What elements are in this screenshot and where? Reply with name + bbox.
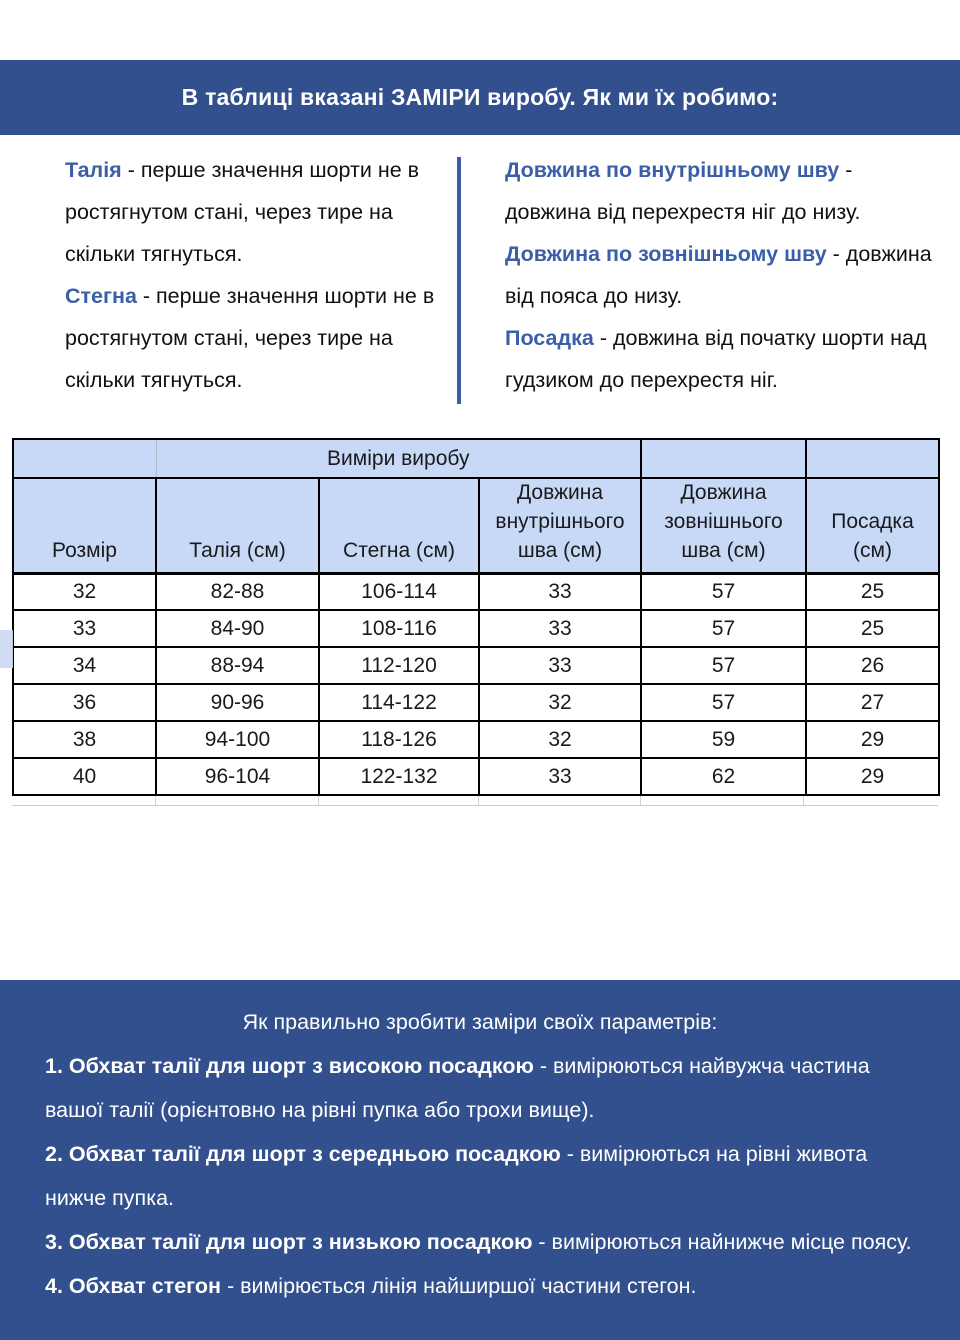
merged-empty-cell	[13, 439, 156, 478]
table-row	[13, 758, 939, 795]
instruction-item	[45, 1220, 917, 1264]
table-cell: 82-88	[156, 573, 319, 610]
definition	[505, 317, 935, 401]
instruction-term: 3. Обхват талії для шорт з низькою посадкою	[45, 1230, 533, 1254]
definitions-section	[0, 135, 960, 438]
table-cell: 88-94	[156, 647, 319, 684]
banner-title: В таблиці вказані ЗАМІРИ виробу. Як ми їх робимо:	[181, 84, 779, 110]
table-cell: 106-114	[319, 573, 479, 610]
column-header: Довжина зовнішнього шва (см)	[641, 478, 806, 573]
definition-text: - довжина від перехрестя ніг до низу.	[505, 158, 861, 224]
column-header: Стегна (см)	[319, 478, 479, 573]
table-cell: 59	[641, 721, 806, 758]
definition-term: Довжина по внутрішньому шву	[505, 158, 840, 182]
table-cell: 57	[641, 610, 806, 647]
table-merged-header-row	[13, 439, 939, 478]
table-cell: 33	[479, 610, 641, 647]
merged-empty-cell	[806, 439, 939, 478]
table-cell: 33	[479, 647, 641, 684]
table-row	[13, 721, 939, 758]
column-header: Розмір	[13, 478, 156, 573]
column-header: Посадка (см)	[806, 478, 939, 573]
definition	[505, 149, 935, 233]
table-cell: 38	[13, 721, 156, 758]
table-cell: 122-132	[319, 758, 479, 795]
definitions-left	[65, 149, 443, 438]
table-cell: 27	[806, 684, 939, 721]
table-row	[13, 647, 939, 684]
table-cell: 108-116	[319, 610, 479, 647]
instruction-item	[45, 1132, 917, 1220]
table-cell: 40	[13, 758, 156, 795]
definition-text: - перше значення шорти не в ростягнутом стані, через тире на скільки тягнуться.	[65, 158, 420, 266]
column-header: Довжина внутрішнього шва (см)	[479, 478, 641, 573]
definition-term: Стегна	[65, 284, 137, 308]
table-cell: 57	[641, 647, 806, 684]
table-cell: 33	[479, 573, 641, 610]
instruction-text: - вимірюються найвужча частина вашої талії (орієнтовно на рівні пупка або трохи вище).	[45, 1054, 870, 1122]
definition-term: Довжина по зовнішньому шву	[505, 242, 827, 266]
definition-text: - довжина від пояса до низу.	[505, 242, 932, 308]
definition-term: Талія	[65, 158, 122, 182]
table-cell: 118-126	[319, 721, 479, 758]
instruction-text: - вимірюються на рівні живота нижче пупка.	[45, 1142, 868, 1210]
definition-text: - довжина від початку шорти над гудзиком до перехрестя ніг.	[505, 326, 927, 392]
size-table	[12, 438, 940, 796]
instruction-text: - вимірюються найнижче місце поясу.	[532, 1230, 912, 1254]
table-cell: 32	[479, 721, 641, 758]
table-cell: 32	[479, 684, 641, 721]
table-row	[13, 573, 939, 610]
table-cell: 33	[13, 610, 156, 647]
instructions-list	[45, 1044, 915, 1308]
table-cell: 96-104	[156, 758, 319, 795]
table-cell: 25	[806, 610, 939, 647]
instruction-text: - вимірюється лінія найширшої частини стегон.	[220, 1274, 697, 1298]
left-margin-strip	[0, 630, 13, 668]
instruction-item	[45, 1264, 917, 1308]
table-row	[13, 684, 939, 721]
table-cell: 25	[806, 573, 939, 610]
table-cell: 36	[13, 684, 156, 721]
table-cell: 33	[479, 758, 641, 795]
table-cell: 57	[641, 684, 806, 721]
instructions-heading: Як правильно зробити заміри своїх параметрів:	[242, 1010, 718, 1034]
size-table-section	[0, 438, 960, 806]
table-cell: 29	[806, 758, 939, 795]
definition-text: - перше значення шорти не в ростягнутом стані, через тире на скільки тягнуться.	[65, 284, 435, 392]
table-body	[13, 573, 939, 795]
table-cell: 32	[13, 573, 156, 610]
table-cell: 29	[806, 721, 939, 758]
vertical-divider	[457, 157, 461, 404]
table-cell: 90-96	[156, 684, 319, 721]
definition	[65, 149, 443, 275]
instruction-term: 4. Обхват стегон	[45, 1274, 221, 1298]
merged-empty-cell	[641, 439, 806, 478]
table-cell: 84-90	[156, 610, 319, 647]
merged-header-cell: Виміри виробу	[156, 439, 641, 478]
definition-term: Посадка	[505, 326, 594, 350]
banner	[0, 60, 960, 135]
table-cell: 57	[641, 573, 806, 610]
instruction-term: 1. Обхват талії для шорт з високою посадкою	[45, 1054, 534, 1078]
table-row	[13, 610, 939, 647]
table-cell: 112-120	[319, 647, 479, 684]
table-cell: 62	[641, 758, 806, 795]
table-cell: 114-122	[319, 684, 479, 721]
definitions-right	[505, 149, 935, 438]
definition	[65, 275, 443, 401]
gridline-remnant	[12, 796, 938, 806]
table-columns-row	[13, 478, 939, 573]
table-cell: 34	[13, 647, 156, 684]
instruction-item	[45, 1044, 917, 1132]
table-cell: 94-100	[156, 721, 319, 758]
instruction-term: 2. Обхват талії для шорт з середньою посадкою	[45, 1142, 561, 1166]
instructions-section	[0, 980, 960, 1340]
column-header: Талія (см)	[156, 478, 319, 573]
definition	[505, 233, 935, 317]
table-cell: 26	[806, 647, 939, 684]
